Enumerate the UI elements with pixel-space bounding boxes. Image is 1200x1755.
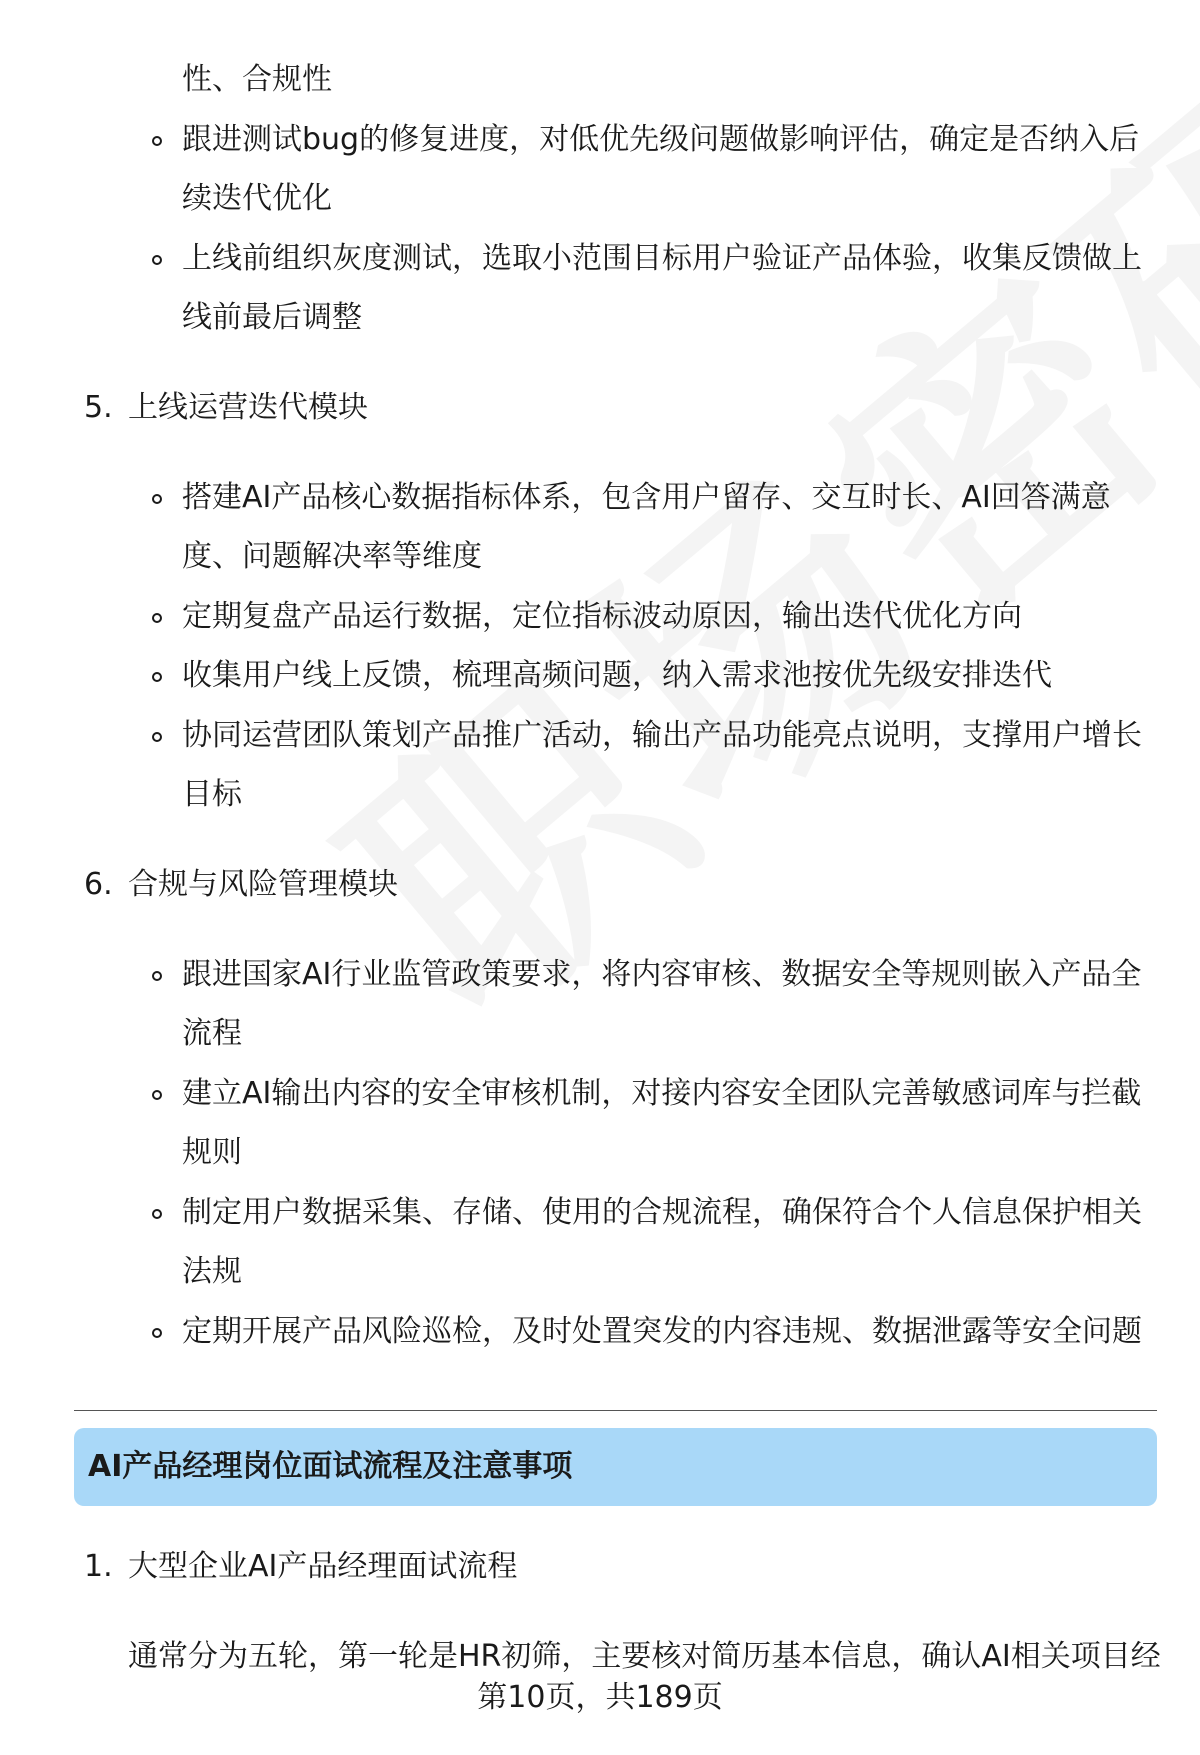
list-item-text: 流程 — [182, 1016, 242, 1051]
list-item-text: 目标 — [182, 777, 242, 812]
list-item-text: 定期开展产品风险巡检，及时处置突发的内容违规、数据泄露等安全问题 — [182, 1314, 1142, 1349]
list-item-text: 跟进测试bug的修复进度，对低优先级问题做影响评估，确定是否纳入后 — [182, 122, 1140, 157]
list-item-text: 跟进国家AI行业监管政策要求，将内容审核、数据安全等规则嵌入产品全 — [182, 957, 1142, 992]
bullet-icon — [152, 1328, 162, 1338]
divider — [74, 1410, 1157, 1411]
bullet-icon — [152, 1090, 162, 1100]
banner-title: AI产品经理岗位面试流程及注意事项 — [88, 1449, 573, 1484]
list-item-text: 性、合规性 — [182, 62, 332, 97]
section-title: 合规与风险管理模块 — [128, 867, 398, 902]
list-item-text: 续迭代优化 — [182, 181, 332, 216]
list-item-text: 法规 — [182, 1254, 242, 1289]
list-item-text: 制定用户数据采集、存储、使用的合规流程，确保符合个人信息保护相关 — [182, 1195, 1142, 1230]
bullet-icon — [152, 494, 162, 504]
bullet-icon — [152, 613, 162, 623]
list-item-text: 上线前组织灰度测试，选取小范围目标用户验证产品体验，收集反馈做上 — [182, 241, 1142, 276]
list-item-text: 协同运营团队策划产品推广活动，输出产品功能亮点说明，支撑用户增长 — [182, 718, 1142, 753]
section-number: 6. — [84, 867, 113, 902]
list-item-text: 规则 — [182, 1135, 242, 1170]
list-item-text: 建立AI输出内容的安全审核机制，对接内容安全团队完善敏感词库与拦截 — [182, 1076, 1142, 1111]
bullet-icon — [152, 255, 162, 265]
section-banner — [74, 1428, 1157, 1506]
bullet-icon — [152, 672, 162, 682]
page-number: 第10页，共189页 — [477, 1680, 723, 1715]
bullet-icon — [152, 1209, 162, 1219]
list-item-text: 度、问题解决率等维度 — [182, 539, 482, 574]
section-title: 上线运营迭代模块 — [128, 390, 368, 425]
bullet-icon — [152, 971, 162, 981]
section-title: 大型企业AI产品经理面试流程 — [128, 1549, 518, 1584]
section-number: 1. — [84, 1549, 113, 1584]
section-number: 5. — [84, 390, 113, 425]
bullet-icon — [152, 136, 162, 146]
list-item-text: 线前最后调整 — [182, 300, 362, 335]
paragraph-text: 通常分为五轮，第一轮是HR初筛，主要核对简历基本信息，确认AI相关项目经 — [128, 1639, 1161, 1674]
list-item-text: 收集用户线上反馈，梳理高频问题，纳入需求池按优先级安排迭代 — [182, 658, 1052, 693]
list-item-text: 搭建AI产品核心数据指标体系，包含用户留存、交互时长、AI回答满意 — [182, 480, 1111, 515]
list-item-text: 定期复盘产品运行数据，定位指标波动原因，输出迭代优化方向 — [182, 599, 1022, 634]
bullet-icon — [152, 732, 162, 742]
